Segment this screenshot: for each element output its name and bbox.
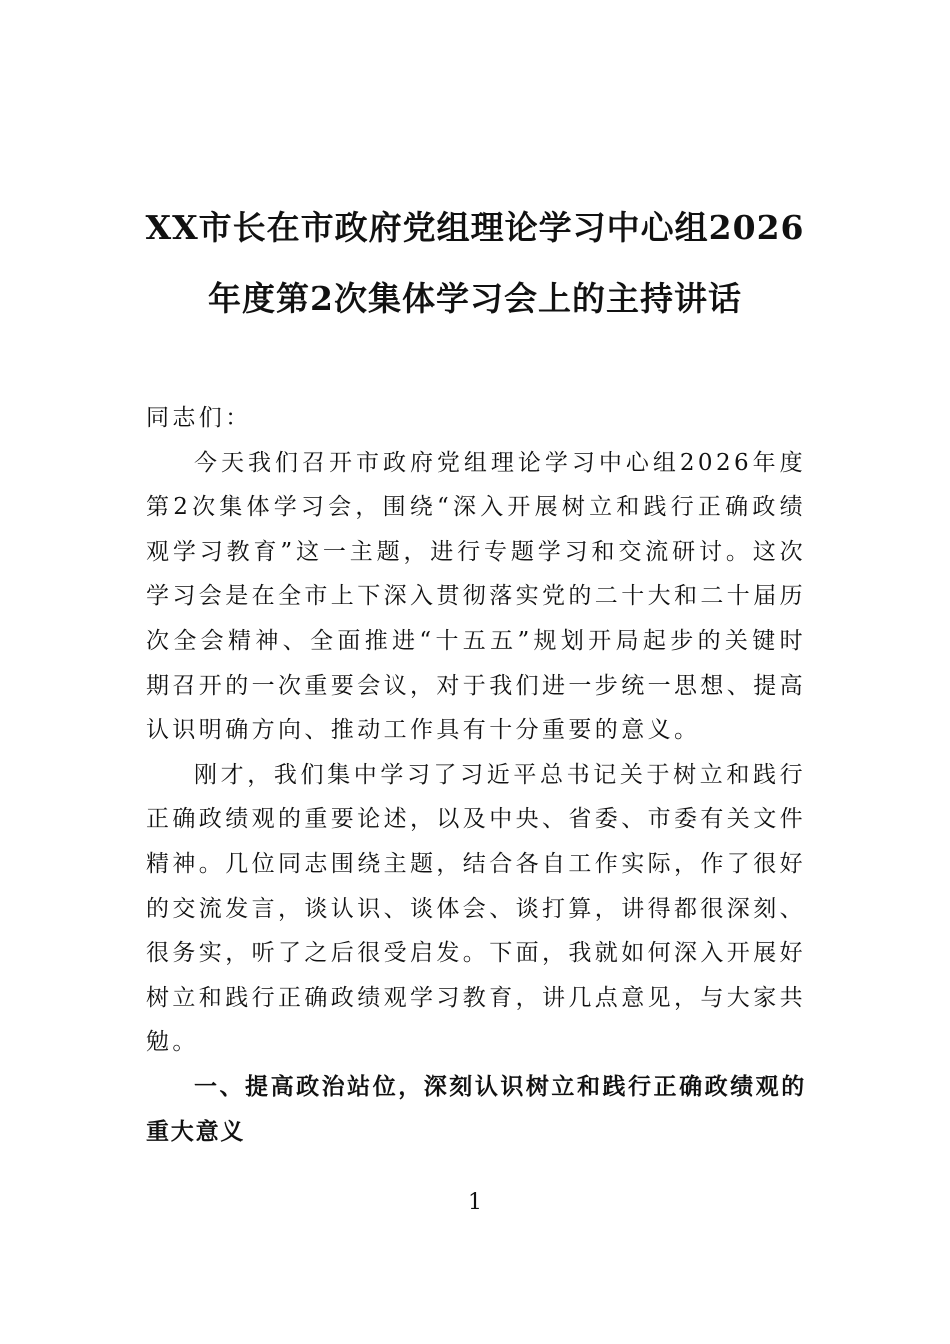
paragraph-opening: 今天我们召开市政府党组理论学习中心组2026年度第2次集体学习会，围绕“深入开展树立和践行正确政绩观学习教育”这一主题，进行专题学习和交流研讨。这次学习会是在全市上下深入贯彻落实党的二十大和二十届历次全会精神、全面推进“十五五”规划开局起步的关键时期召开的一次重要会议，对于我们进一步统一思想、提高认识明确方向、推动工作具有十分重要的意义。 [146, 449, 806, 744]
page-number: 1 [468, 1190, 482, 1215]
title-line-1: XX市长在市政府党组理论学习中心组2026 [145, 208, 805, 247]
document-body [146, 396, 806, 1154]
section-heading-1: 一、提高政治站位，深刻认识树立和践行正确政绩观的重大意义 [146, 1073, 806, 1145]
salutation: 同志们： [146, 405, 252, 431]
document-title [120, 192, 830, 334]
paragraph-review: 刚才，我们集中学习了习近平总书记关于树立和践行正确政绩观的重要论述，以及中央、省委、市委有关文件精神。几位同志围绕主题，结合各自工作实际，作了很好的交流发言，谈认识、谈体会、谈打算，讲得都很深刻、很务实，听了之后很受启发。下面，我就如何深入开展好树立和践行正确政绩观学习教育，讲几点意见，与大家共勉。 [146, 761, 806, 1056]
title-line-2: 年度第2次集体学习会上的主持讲话 [208, 279, 742, 318]
